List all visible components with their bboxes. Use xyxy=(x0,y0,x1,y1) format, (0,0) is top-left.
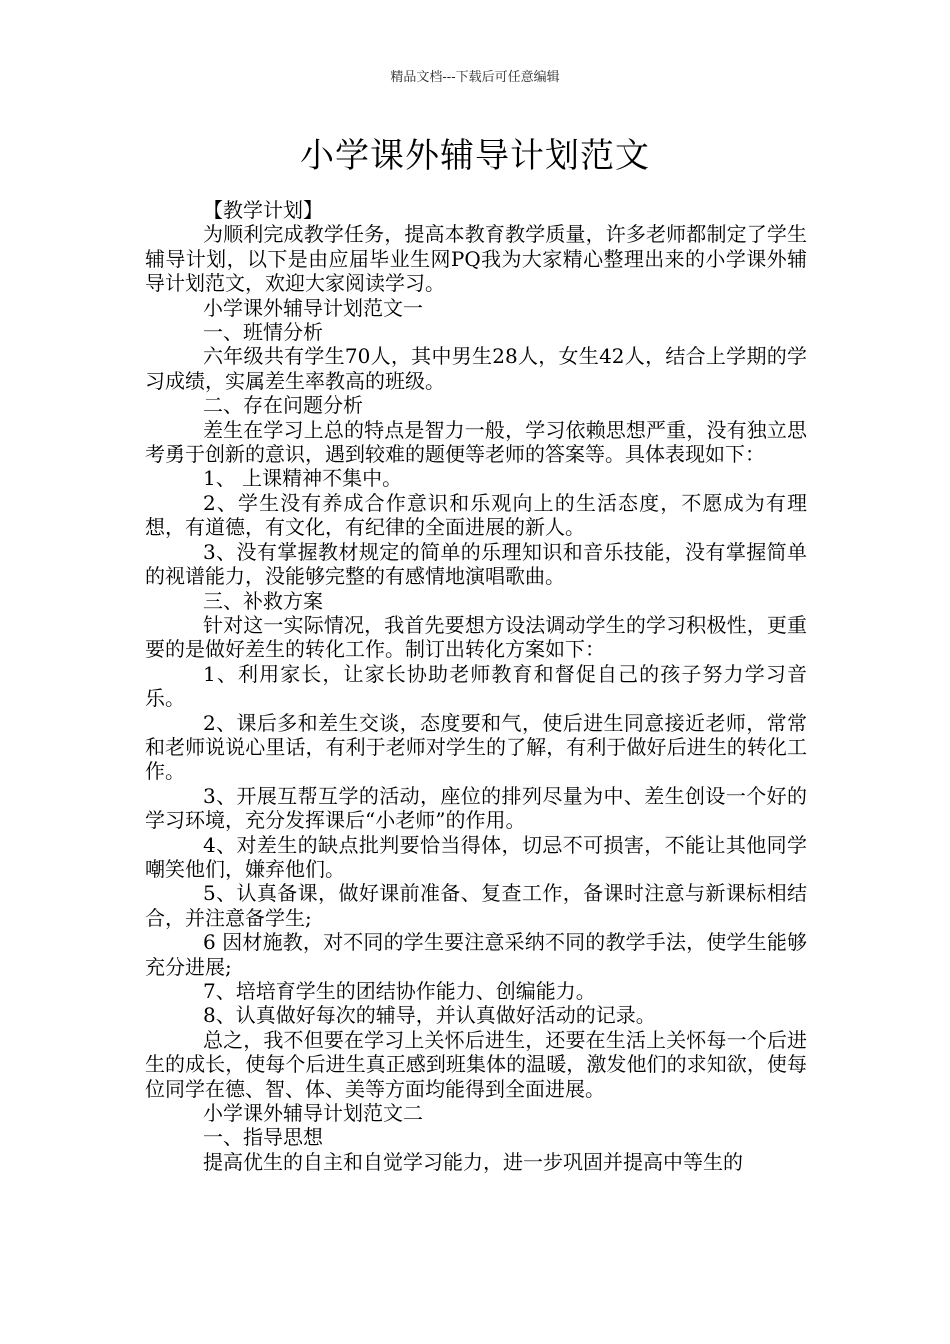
paragraph: 4、对差生的缺点批判要恰当得体，切忌不可损害，不能让其他同学嘲笑他们，嫌弃他们。 xyxy=(145,832,807,881)
header-note: 精品文档---下载后可任意编辑 xyxy=(390,70,560,85)
paragraph: 三、补救方案 xyxy=(203,588,323,613)
paragraph: 为顺利完成教学任务，提高本教育教学质量，许多老师都制定了学生辅导计划，以下是由应届毕业生网PQ我为大家精心整理出来的小学课外辅导计划范文，欢迎大家阅读学习。 xyxy=(145,222,807,296)
paragraph: 总之，我不但要在学习上关怀后进生，还要在生活上关怀每一个后进生的成长，使每个后进生真正感到班集体的温暖，激发他们的求知欲，使每位同学在德、智、体、美等方面均能得到全面进展。 xyxy=(145,1027,807,1101)
paragraph: 提高优生的自主和自觉学习能力，进一步巩固并提高中等生的 xyxy=(203,1149,743,1174)
paragraph: 一、班情分析 xyxy=(203,320,323,345)
paragraph: 1、利用家长，让家长协助老师教育和督促自己的孩子努力学习音乐。 xyxy=(145,661,807,711)
paragraph: 一、指导思想 xyxy=(203,1125,323,1150)
paragraph: 差生在学习上总的特点是智力一般，学习依赖思想严重，没有独立思考勇于创新的意识，遇到较难的题便等老师的答案等。具体表现如下： xyxy=(145,417,807,467)
paragraph: 1、 上课精神不集中。 xyxy=(203,466,403,491)
paragraph: 2、学生没有养成合作意识和乐观向上的生活态度，不愿成为有理想，有道德，有文化，有纪律的全面进展的新人。 xyxy=(145,490,807,540)
paragraph: 6 因材施教，对不同的学生要注意采纳不同的教学手法，使学生能够充分进展; xyxy=(145,930,807,979)
paragraph: 3、开展互帮互学的活动，座位的排列尽量为中、差生创设一个好的学习环境，充分发挥课后“小老师”的作用。 xyxy=(145,783,807,833)
paragraph: 针对这一实际情况，我首先要想方设法调动学生的学习积极性，更重要的是做好差生的转化工作。制订出转化方案如下： xyxy=(145,612,807,662)
paragraph: 2、课后多和差生交谈，态度要和气，使后进生同意接近老师，常常和老师说说心里话，有利于老师对学生的了解，有利于做好后进生的转化工作。 xyxy=(145,710,807,784)
paragraph: 二、存在问题分析 xyxy=(203,393,363,418)
paragraph: 8、认真做好每次的辅导，并认真做好活动的记录。 xyxy=(203,1003,656,1028)
paragraph: 3、没有掌握教材规定的简单的乐理知识和音乐技能，没有掌握简单的视谱能力，没能够完整的有感情地演唱歌曲。 xyxy=(145,539,807,589)
document-body xyxy=(145,198,807,1174)
paragraph: 六年级共有学生70人，其中男生28人，女生42人，结合上学期的学习成绩，实属差生率教高的班级。 xyxy=(145,344,807,393)
paragraph: 小学课外辅导计划范文一 xyxy=(203,295,423,320)
paragraph: 7、培培育学生的团结协作能力、创编能力。 xyxy=(203,979,596,1003)
paragraph: 【教学计划】 xyxy=(203,198,323,222)
document-title: 小学课外辅导计划范文 xyxy=(300,136,650,176)
paragraph: 小学课外辅导计划范文二 xyxy=(203,1101,423,1126)
paragraph: 5、认真备课，做好课前准备、复查工作，备课时注意与新课标相结合，并注意备学生; xyxy=(145,881,807,930)
